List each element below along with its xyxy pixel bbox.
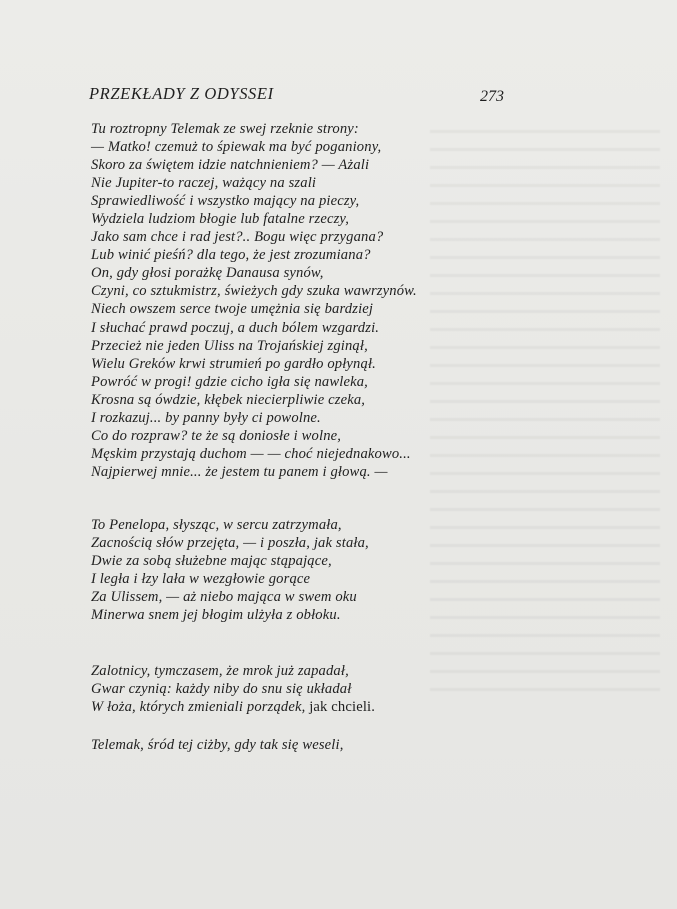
verse-line: Krosna są ówdzie, kłębek niecierpliwie czeka, (91, 391, 366, 408)
verse-line: Lub winić pieśń? dla tego, że jest zrozumiana? (91, 247, 371, 264)
verse-line: I legła i łzy lała w wezgłowie gorące (91, 571, 311, 588)
verse-line: Nie Jupiter-to raczej, ważący na szali (91, 175, 317, 192)
verse-line: Za Ulissem, — aż niebo mająca w swem oku (91, 589, 357, 606)
verse-line: Najpierwej mnie... że jestem tu panem i głową. — (91, 463, 388, 480)
verse-line: Skoro za świętem idzie natchnieniem? — Ażali (91, 157, 370, 174)
verse-line: Jako sam chce i rad jest?.. Bogu więc przygana? (91, 229, 384, 246)
verse-line: Zacnością słów przejęta, — i poszła, jak stała, (91, 535, 369, 552)
verse-line: I rozkazuj... by panny były ci powolne. (91, 409, 321, 426)
verse-line: Wielu Greków krwi strumień po gardło opłynął. (91, 355, 376, 372)
running-title: PRZEKŁADY Z ODYSSEI (89, 84, 274, 103)
verse-line: Męskim przystają duchom — — choć niejednakowo... (91, 445, 411, 462)
verse-line: Sprawiedliwość i wszystko mający na pieczy, (91, 193, 360, 210)
verse-line: Niech owszem serce twoje umężnia się bardziej (91, 301, 374, 318)
stanza-4 (91, 736, 491, 754)
verse-line-italic-part: W łoża, których zmieniali porządek, (91, 699, 306, 716)
verse-line: Czyni, co sztukmistrz, świeżych gdy szuka wawrzynów. (91, 283, 417, 300)
stanza-1 (91, 120, 491, 481)
verse-line: — Matko! czemuż to śpiewak ma być poganiony, (91, 139, 382, 156)
verse-line: Dwie za sobą służebne mając stąpające, (91, 553, 332, 570)
stanza-3 (91, 662, 491, 716)
verse-line: Zalotnicy, tymczasem, że mrok już zapadał, (91, 663, 349, 679)
verse-line: On, gdy głosi porażkę Danausa synów, (91, 265, 324, 282)
stanza-2 (91, 516, 491, 624)
verse-line: I słuchać prawd poczuj, a duch bólem wzgardzi. (91, 319, 380, 336)
page-number: 273 (480, 88, 504, 105)
verse-line: Wydziela ludziom błogie lub fatalne rzeczy, (91, 211, 350, 228)
verse-line (91, 698, 491, 716)
verse-line: To Penelopa, słysząc, w sercu zatrzymała, (91, 517, 342, 533)
verse-line: Gwar czynią: każdy niby do snu się układał (91, 681, 352, 698)
verse-line: Przecież nie jeden Uliss na Trojańskiej zginął, (91, 337, 368, 354)
verse-line: Telemak, śród tej ciżby, gdy tak się weseli, (91, 737, 344, 753)
verse-line: Co do rozpraw? te że są doniosłe i wolne, (91, 427, 342, 444)
verse-line: Powróć w progi! gdzie cicho igła się nawleka, (91, 373, 368, 390)
verse-line-upright-part: jak chcieli. (305, 699, 376, 716)
verse-line: Tu roztropny Telemak ze swej rzeknie strony: (91, 121, 359, 137)
verse-line: Minerwa snem jej błogim ulżyła z obłoku. (91, 607, 341, 624)
